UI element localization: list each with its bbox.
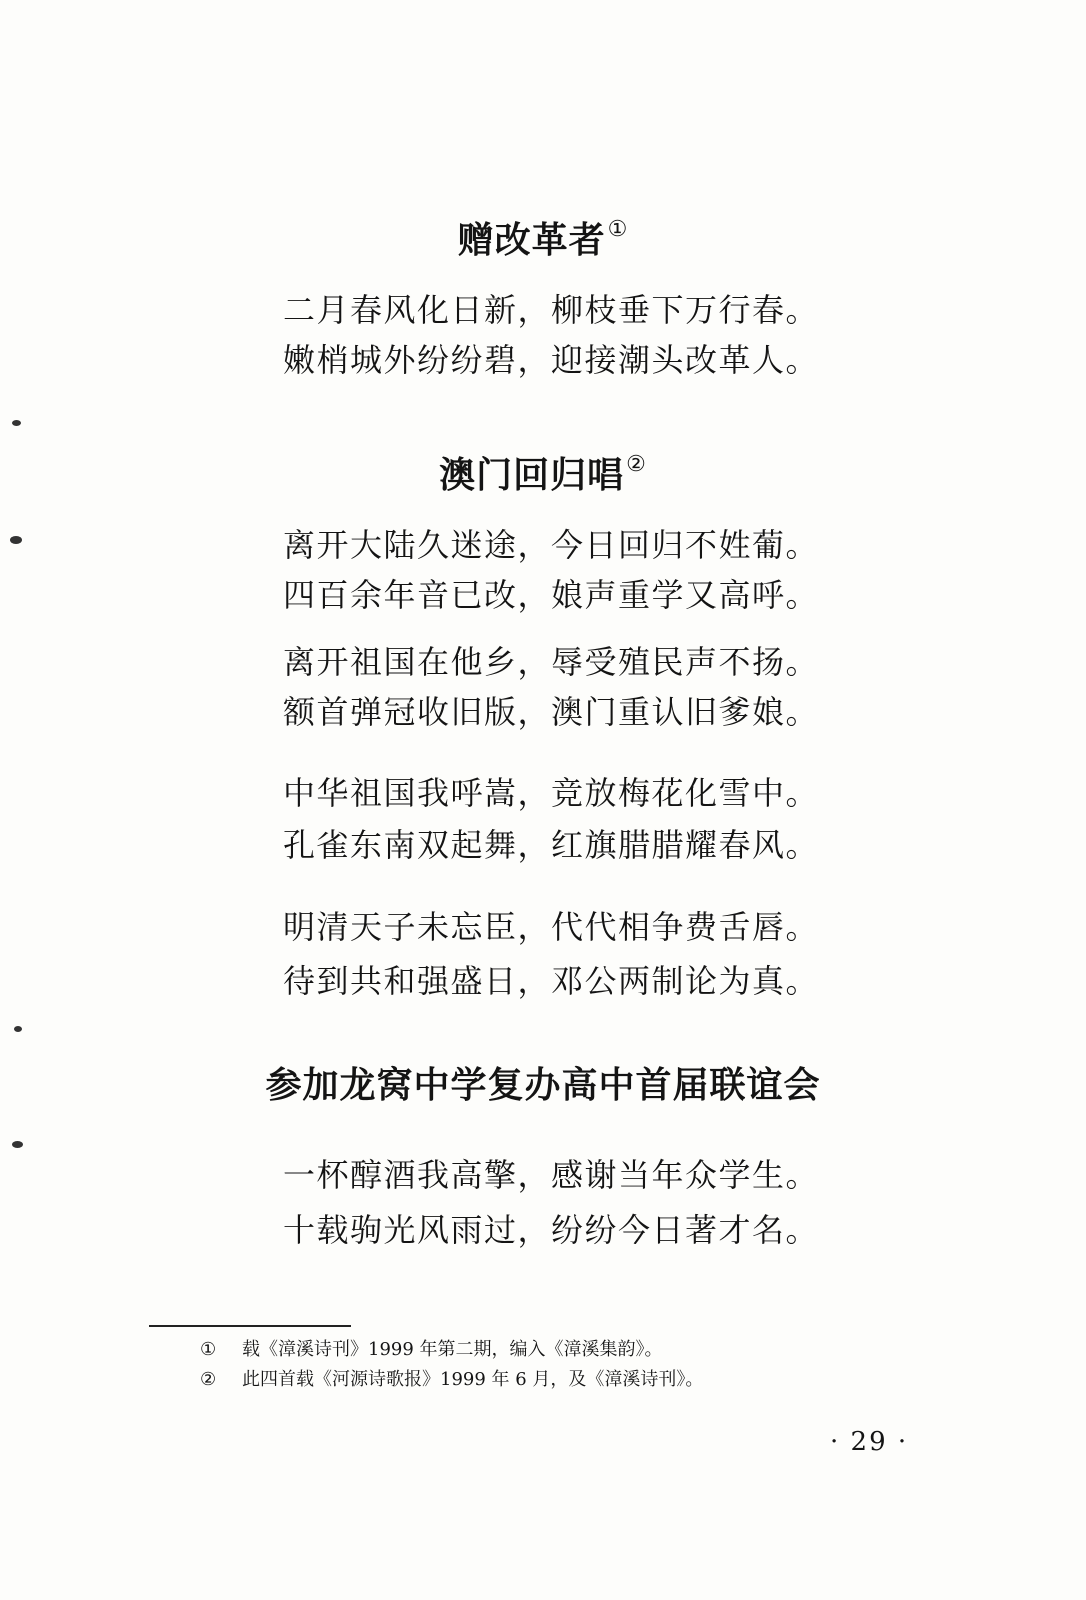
poem-line: 一杯醇酒我高擎，感谢当年众学生。 <box>283 1156 820 1194</box>
scan-speck <box>14 1026 22 1032</box>
poem-line: 嫩梢城外纷纷碧，迎接潮头改革人。 <box>283 341 820 379</box>
page-number: · 29 · <box>830 1427 909 1457</box>
poem-title-2 <box>0 443 1086 498</box>
poem-title-text: 赠改革者 <box>457 220 606 261</box>
poem-line: 额首弹冠收旧版，澳门重认旧爹娘。 <box>283 693 820 731</box>
scan-speck <box>12 1141 23 1148</box>
poem-title-3 <box>0 1064 1086 1108</box>
footnote-2 <box>200 1368 703 1392</box>
footnote-marker: ① <box>607 217 629 242</box>
footnote-divider <box>149 1325 351 1327</box>
poem-line: 十载驹光风雨过，纷纷今日著才名。 <box>283 1211 820 1249</box>
poem-title-text: 参加龙窝中学复办高中首届联谊会 <box>265 1065 821 1106</box>
poem-line: 四百余年音已改，娘声重学又高呼。 <box>283 576 820 614</box>
poem-line: 离开大陆久迷途，今日回归不姓葡。 <box>283 526 820 564</box>
footnote-text: 载《漳溪诗刊》1999 年第二期，编入《漳溪集韵》。 <box>242 1339 663 1360</box>
poem-title-text: 澳门回归唱 <box>439 455 625 496</box>
poem-line: 孔雀东南双起舞，红旗腊腊耀春风。 <box>283 826 820 864</box>
poem-title-1 <box>0 208 1086 263</box>
poem-line: 明清天子未忘臣，代代相争费舌唇。 <box>283 908 820 946</box>
scan-speck <box>10 536 22 544</box>
poem-line: 二月春风化日新，柳枝垂下万行春。 <box>283 291 820 329</box>
scan-speck <box>12 420 21 426</box>
footnote-number: ① <box>200 1339 217 1360</box>
footnote-1 <box>200 1338 663 1362</box>
footnote-marker: ② <box>626 452 647 477</box>
poem-line: 待到共和强盛日，邓公两制论为真。 <box>283 962 820 1000</box>
poem-line: 离开祖国在他乡，辱受殖民声不扬。 <box>283 643 820 681</box>
poem-line: 中华祖国我呼嵩，竞放梅花化雪中。 <box>283 774 820 812</box>
footnote-number: ② <box>200 1369 217 1390</box>
footnote-text: 此四首载《河源诗歌报》1999 年 6 月，及《漳溪诗刊》。 <box>242 1369 704 1390</box>
